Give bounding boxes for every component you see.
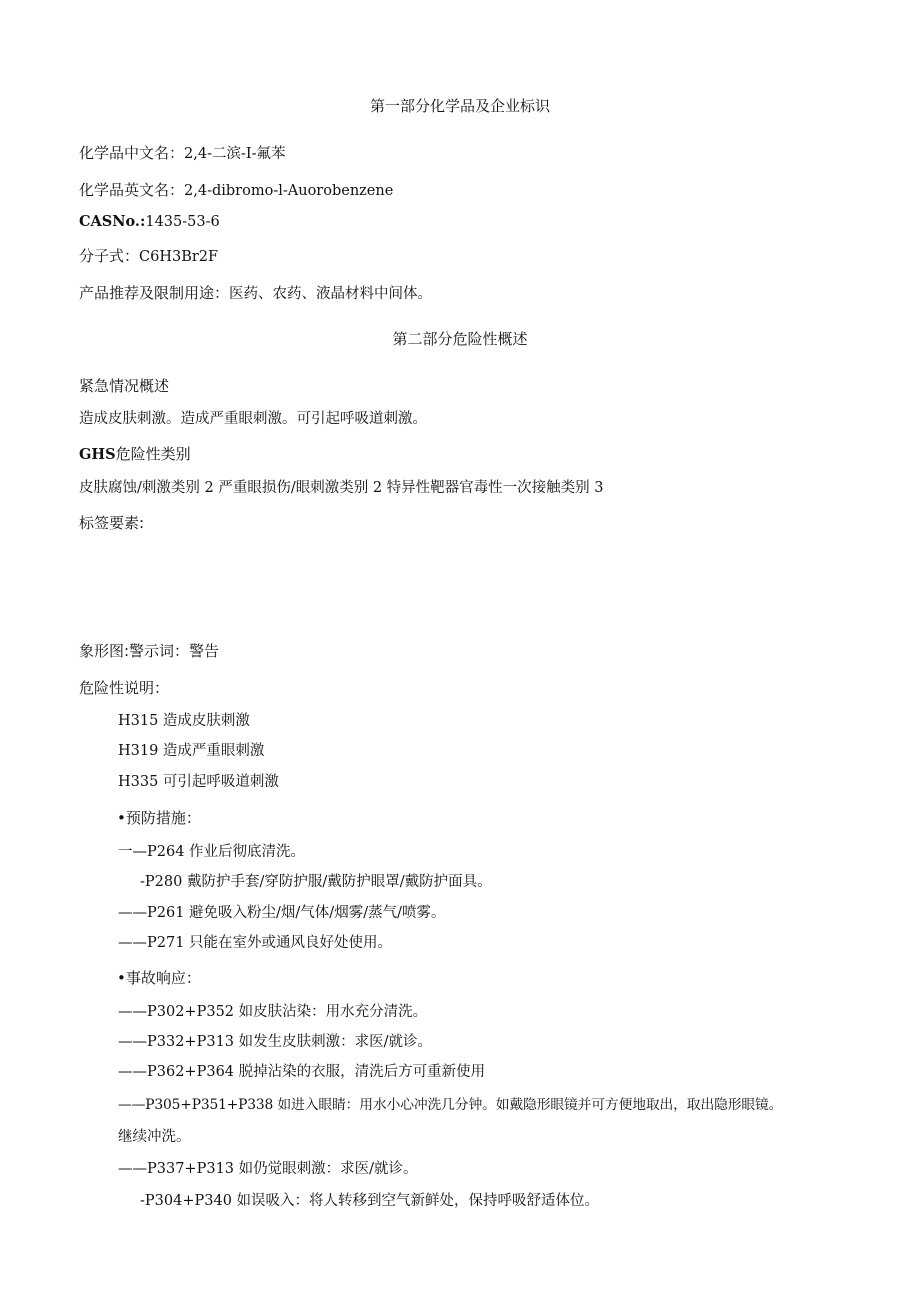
response-item: ——P302+P352 如皮肤沾染：用水充分清洗。 xyxy=(118,1004,428,1020)
hazard-statements-heading: 危险性说明： xyxy=(79,679,170,697)
en-name-label: 化学品英文名： xyxy=(79,181,185,199)
response-item: -P304+P340 如误吸入：将人转移到空气新鲜处，保持呼吸舒适体位。 xyxy=(140,1193,600,1209)
usage-value: 医药、农药、液晶材料中间体。 xyxy=(229,286,433,302)
en-name-value: 2,4-dibromo-l-Auorobenzene xyxy=(184,183,394,199)
pictogram-signal-word: 象形图:警示词：警告 xyxy=(79,642,220,660)
response-item: ——P332+P313 如发生皮肤刺激：求医/就诊。 xyxy=(118,1034,433,1050)
ghs-text: 皮肤腐蚀/刺激类别 2 严重眼损伤/眼刺激类别 2 特异性靶器官毒性一次接触类别 3 xyxy=(79,480,604,496)
prevention-item: ——P261 避免吸入粉尘/烟/气体/烟雾/蒸气/喷雾。 xyxy=(118,905,446,921)
usage-label: 产品推荐及限制用途： xyxy=(79,284,230,302)
section2-title: 第二部分危险性概述 xyxy=(392,330,528,348)
hazard-statement: H315 造成皮肤刺激 xyxy=(118,713,250,729)
en-name-row xyxy=(79,180,393,201)
prevention-item: ——P271 只能在室外或通风良好处使用。 xyxy=(118,935,393,951)
cas-value: 1435-53-6 xyxy=(145,214,220,230)
cn-name-value: 2,4-二滨-I-氟苯 xyxy=(184,146,286,162)
response-heading: •事故响应： xyxy=(117,969,201,987)
cn-name-label: 化学品中文名： xyxy=(79,144,185,162)
cn-name-row xyxy=(79,143,286,164)
response-item: ——P337+P313 如仍觉眼刺激：求医/就诊。 xyxy=(118,1161,418,1177)
response-item: ——P362+P364 脱掉沾染的衣服，清洗后方可重新使用 xyxy=(118,1064,486,1080)
cas-row xyxy=(79,212,220,232)
formula-label: 分子式： xyxy=(79,247,140,265)
prevention-item: 一—P264 作业后彻底清洗。 xyxy=(118,844,306,860)
ghs-heading xyxy=(79,444,191,465)
label-elements: 标签要素: xyxy=(79,514,145,532)
emergency-heading: 紧急情况概述 xyxy=(79,377,170,395)
formula-row xyxy=(79,246,218,267)
prevention-heading: •预防措施： xyxy=(117,809,201,827)
cas-label: CASNo.: xyxy=(79,213,146,230)
prevention-item: -P280 戴防护手套/穿防护服/戴防护眼罩/戴防护面具。 xyxy=(140,874,492,890)
ghs-heading-prefix: GHS xyxy=(79,446,116,463)
emergency-text: 造成皮肤刺激。造成严重眼刺激。可引起呼吸道刺激。 xyxy=(79,411,427,427)
response-item: ——P305+P351+P338 如进入眼睛：用水小心冲洗几分钟。如戴隐形眼镜并可方便地取出，取出隐形眼镜。 xyxy=(118,1097,783,1113)
usage-row xyxy=(79,283,432,304)
hazard-statement: H335 可引起呼吸道刺激 xyxy=(118,774,279,790)
formula-value: C6H3Br2F xyxy=(139,249,219,265)
section1-title: 第一部分化学品及企业标识 xyxy=(369,97,550,115)
hazard-statement: H319 造成严重眼刺激 xyxy=(118,743,265,759)
ghs-heading-rest: 危险性类别 xyxy=(115,445,191,463)
response-item-continuation: 继续冲洗。 xyxy=(118,1129,191,1145)
